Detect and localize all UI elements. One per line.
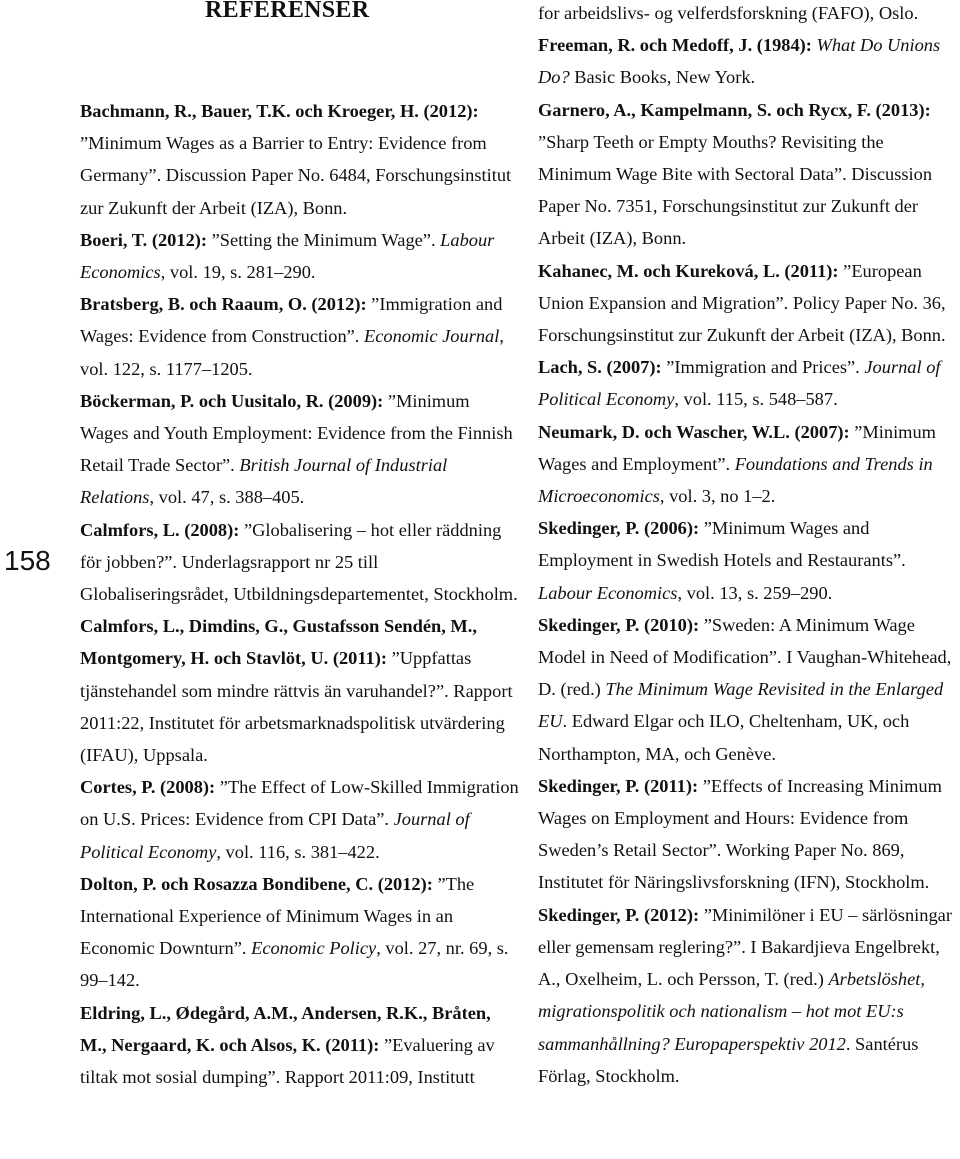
reference-text: ”Minimum Wages and Youth Employment: Evidence from the Finnish Retail Trade Sector”. xyxy=(80,390,513,476)
reference-italic-title: Labour Economics xyxy=(538,582,678,603)
reference-text: ”Minimilöner i EU – särlösningar eller gemensam reglering?”. I Bakardjieva Engelbrekt, A., Oxelheim, L. och Persson, T. (red.) xyxy=(538,904,952,990)
reference-year: (2011): xyxy=(779,260,844,281)
reference-authors: Calmfors, L., Dimdins, G., Gustafsson Sendén, M., Montgomery, H. och Stavlöt, U. xyxy=(80,616,477,669)
reference-text: ”Evaluering av tiltak mot sosial dumping”. Rapport 2011:09, Institutt xyxy=(80,1034,495,1088)
reference-text: ”Immigration and Wages: Evidence from Construction”. xyxy=(80,294,503,347)
page-heading: REFERENSER xyxy=(205,0,370,23)
reference-italic-title: Journal of Political Economy xyxy=(80,809,470,862)
reference-entry xyxy=(80,385,520,514)
reference-authors: Neumark, D. och Wascher, W.L. xyxy=(538,421,790,442)
reference-authors: Böckerman, P. och Uusitalo, R. xyxy=(80,390,324,411)
reference-authors: Bachmann, R., Bauer, T.K. och Kroeger, H. xyxy=(80,101,419,121)
reference-text: ”The Effect of Low-Skilled Immigration on U.S. Prices: Evidence from CPI Data”. xyxy=(80,777,519,830)
reference-italic-title: Foundations and Trends in Microeconomics xyxy=(538,453,933,507)
reference-year: (2012): xyxy=(639,904,704,925)
reference-authors: Calmfors, L. xyxy=(80,519,180,540)
reference-year: (2013): xyxy=(870,99,931,120)
reference-text: ”Minimum Wages as a Barrier to Entry: Evidence from Germany”. Discussion Paper No. 6484, Forschungsinstitut zur Zukunft der Arbeit (IZA), Bonn. xyxy=(80,133,512,218)
reference-year: (2007): xyxy=(789,421,855,442)
reference-text: ”Minimum Wages and Employment”. xyxy=(538,421,936,474)
reference-year: (2006): xyxy=(639,518,704,539)
reference-text: ”Immigration and Prices”. xyxy=(666,357,865,378)
reference-year: (2012): xyxy=(147,229,212,250)
reference-text: ”Setting the Minimum Wage”. xyxy=(211,229,441,250)
reference-text-tail: Basic Books, New York. xyxy=(569,67,756,88)
reference-text: ”Sharp Teeth or Empty Mouths? Revisiting the Minimum Wage Bite with Sectoral Data”. Discussion Paper No. 7351, Forschungsinstitut zur Zukunft der Arbeit (IZA), Bonn. xyxy=(538,131,933,249)
reference-text-tail: , vol. 115, s. 548–587. xyxy=(674,389,838,410)
reference-text: ”Minimum Wages and Employment in Swedish Hotels and Restaurants”. xyxy=(538,518,906,571)
reference-italic-title: Labour Economics xyxy=(80,229,495,283)
reference-year: (2011): xyxy=(320,1034,384,1055)
reference-authors: Garnero, A., Kampelmann, S. och Rycx, F. xyxy=(538,99,871,120)
reference-entry xyxy=(538,29,960,93)
reference-year: (2012): xyxy=(418,101,479,121)
reference-text-tail: , vol. 122, s. 1177–1205. xyxy=(80,326,504,379)
reference-entry xyxy=(80,771,520,868)
reference-italic-title: Economic Journal xyxy=(364,326,500,347)
reference-text: ”The International Experience of Minimum Wages in an Economic Downturn”. xyxy=(80,873,475,959)
reference-authors: Skedinger, P. xyxy=(538,904,640,925)
reference-text-tail: . Edward Elgar och ILO, Cheltenham, UK, och Northampton, MA, och Genève. xyxy=(538,711,910,764)
reference-year: (2008): xyxy=(179,519,244,540)
reference-year: (2012): xyxy=(306,294,372,315)
reference-entry xyxy=(80,288,520,385)
reference-list-left-column xyxy=(80,95,520,1093)
reference-entry xyxy=(538,609,960,770)
reference-text-tail: , vol. 19, s. 281–290. xyxy=(160,262,316,283)
reference-authors: Freeman, R. och Medoff, J. xyxy=(538,35,753,56)
reference-authors: Boeri, T. xyxy=(80,229,148,250)
reference-authors: Eldring, L., Ødegård, A.M., Andersen, R.K., Bråten, M., Nergaard, K. och Alsos, K. xyxy=(80,1002,491,1055)
reference-italic-title: Arbetslöshet, migrationspolitik och nationalism – hot mot EU:s sammanhållning? Europaperspektiv 2012 xyxy=(538,969,925,1054)
reference-entry xyxy=(80,610,520,771)
reference-italic-title: Journal of Political Economy xyxy=(538,357,941,410)
reference-entry xyxy=(538,899,960,1092)
reference-year: (2008): xyxy=(155,777,220,798)
reference-text-tail: , vol. 3, no 1–2. xyxy=(659,486,776,507)
reference-italic-title: Economic Policy xyxy=(251,938,377,959)
reference-entry xyxy=(538,351,960,415)
reference-text-tail: , vol. 47, s. 388–405. xyxy=(149,487,305,508)
reference-text: ”Effects of Increasing Minimum Wages on Employment and Hours: Evidence from Sweden’s Retail Sector”. Working Paper No. 869, Institutet för Näringslivsforskning (IFN), Stockholm. xyxy=(538,775,942,893)
reference-authors: Kahanec, M. och Kureková, L. xyxy=(538,260,780,281)
page-number: 158 xyxy=(4,545,51,576)
reference-entry xyxy=(538,0,960,29)
reference-year: (2010): xyxy=(639,614,704,635)
reference-text: ”Uppfattas tjänstehandel som mindre rättvis än varuhandel?”. Rapport 2011:22, Institutet för arbetsmarknadspolitisk utvärdering (IFAU), Uppsala. xyxy=(80,648,513,766)
reference-entry xyxy=(538,512,960,609)
reference-text-tail: . Santérus Förlag, Stockholm. xyxy=(538,1033,919,1086)
reference-authors: Skedinger, P. xyxy=(538,775,640,796)
reference-authors: Lach, S. xyxy=(538,357,602,378)
reference-entry xyxy=(538,770,960,899)
reference-entry xyxy=(80,997,520,1094)
reference-italic-title: British Journal of Industrial Relations xyxy=(80,455,448,508)
reference-text: ”Globalisering – hot eller räddning för jobben?”. Underlagsrapport nr 25 till Globaliseringsrådet, Utbildningsdepartementet, Stockholm. xyxy=(80,519,518,605)
reference-text-tail: , vol. 116, s. 381–422. xyxy=(216,841,380,862)
reference-year: (2012): xyxy=(373,873,438,894)
reference-entry xyxy=(80,868,520,997)
reference-authors: Bratsberg, B. och Raaum, O. xyxy=(80,294,307,315)
reference-year: (1984): xyxy=(752,35,817,56)
reference-entry xyxy=(80,224,520,288)
reference-text: for arbeidslivs- og velferdsforskning (FAFO), Oslo. xyxy=(538,3,919,23)
reference-year: (2011): xyxy=(328,648,392,669)
reference-authors: Skedinger, P. xyxy=(538,518,640,539)
reference-entry xyxy=(538,255,960,352)
reference-italic-title: What Do Unions Do? xyxy=(538,35,941,88)
reference-authors: Dolton, P. och Rosazza Bondibene, C. xyxy=(80,873,374,894)
reference-text: ”Sweden: A Minimum Wage Model in Need of Modification”. I Vaughan-Whitehead, D. (red.) xyxy=(538,614,952,700)
reference-entry xyxy=(80,95,520,224)
reference-italic-title: The Minimum Wage Revisited in the Enlarged EU xyxy=(538,679,944,732)
reference-year: (2011): xyxy=(639,775,703,796)
reference-list-right-column xyxy=(538,0,960,1092)
reference-entry xyxy=(538,94,960,255)
reference-entry xyxy=(80,514,520,611)
reference-text: ”European Union Expansion and Migration”. Policy Paper No. 36, Forschungsinstitut zur Zukunft der Arbeit (IZA), Bonn. xyxy=(538,260,946,346)
reference-authors: Skedinger, P. xyxy=(538,614,640,635)
reference-authors: Cortes, P. xyxy=(80,777,156,798)
reference-year: (2007): xyxy=(601,357,667,378)
reference-entry xyxy=(538,416,960,513)
reference-year: (2009): xyxy=(323,390,388,411)
reference-text-tail: , vol. 13, s. 259–290. xyxy=(677,582,833,603)
reference-text-tail: , vol. 27, nr. 69, s. 99–142. xyxy=(80,938,509,991)
